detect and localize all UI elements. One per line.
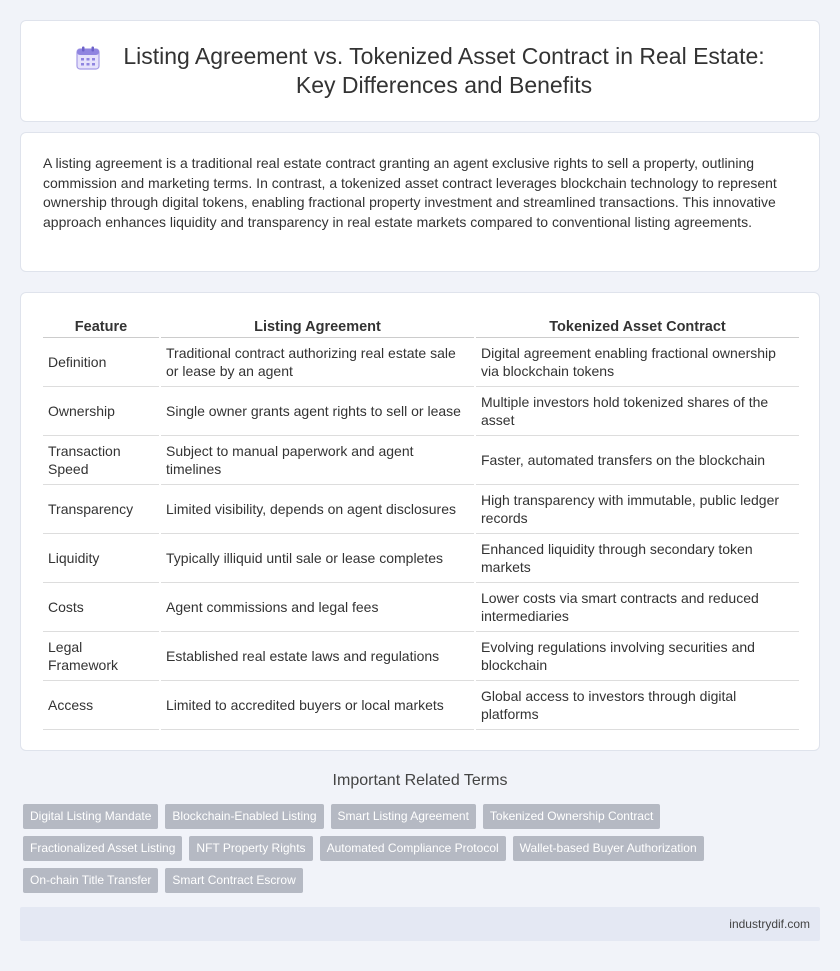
related-term-tag[interactable]: Smart Listing Agreement [331,804,476,829]
comparison-table [41,315,801,730]
tokenized-cell: Global access to investors through digital platforms [476,681,799,730]
related-term-tag[interactable]: Tokenized Ownership Contract [483,804,660,829]
tokenized-cell: High transparency with immutable, public ledger records [476,485,799,534]
tokenized-cell: Digital agreement enabling fractional ownership via blockchain tokens [476,338,799,387]
page-title-line2: Key Differences and Benefits [295,72,593,98]
tag-row [23,836,803,861]
feature-cell: Transaction Speed [43,436,159,485]
tokenized-cell: Evolving regulations involving securities and blockchain [476,632,799,681]
table-row [43,338,799,387]
header-listing-agreement: Listing Agreement [161,315,474,338]
feature-cell: Costs [43,583,159,632]
listing-cell: Established real estate laws and regulations [161,632,474,681]
listing-cell: Limited to accredited buyers or local markets [161,681,474,730]
related-term-tag[interactable]: Blockchain-Enabled Listing [165,804,323,829]
tag-row [23,868,803,893]
related-terms-title: Important Related Terms [332,772,508,789]
related-term-tag[interactable]: On-chain Title Transfer [23,868,158,893]
table-row [43,436,799,485]
table-row [43,632,799,681]
related-term-tag[interactable]: Wallet-based Buyer Authorization [513,836,704,861]
listing-cell: Typically illiquid until sale or lease completes [161,534,474,583]
listing-cell: Traditional contract authorizing real estate sale or lease by an agent [161,338,474,387]
listing-cell: Single owner grants agent rights to sell or lease [161,387,474,436]
comparison-table-card [20,292,820,751]
related-term-tag[interactable]: Automated Compliance Protocol [320,836,506,861]
table-row [43,681,799,730]
tokenized-cell: Lower costs via smart contracts and reduced intermediaries [476,583,799,632]
related-term-tag[interactable]: Digital Listing Mandate [23,804,158,829]
related-term-tag[interactable]: Fractionalized Asset Listing [23,836,182,861]
table-row [43,583,799,632]
footer-site-link[interactable]: industrydif.com [729,917,810,931]
related-term-tag[interactable]: NFT Property Rights [189,836,312,861]
related-terms-tags [23,804,803,900]
page-title-line1: Listing Agreement vs. Tokenized Asset Contract in Real Estate: [123,43,765,69]
header-feature: Feature [43,315,159,338]
table-row [43,387,799,436]
header-card [20,20,820,122]
feature-cell: Liquidity [43,534,159,583]
intro-card [20,132,820,272]
table-row [43,534,799,583]
feature-cell: Access [43,681,159,730]
header-tokenized-asset-contract: Tokenized Asset Contract [476,315,799,338]
tokenized-cell: Multiple investors hold tokenized shares of the asset [476,387,799,436]
related-term-tag[interactable]: Smart Contract Escrow [165,868,302,893]
listing-cell: Limited visibility, depends on agent disclosures [161,485,474,534]
calendar-icon [75,45,101,71]
listing-cell: Subject to manual paperwork and agent timelines [161,436,474,485]
table-row [43,485,799,534]
intro-paragraph: A listing agreement is a traditional real estate contract granting an agent exclusive rights to sell a property, outlining commission and marketing terms. In contrast, a tokenized asset contract leverages blockchain technology to represent ownership through digital tokens, enabling fractional property investment and streamlined transactions. This innovative approach enhances liquidity and transparency in real estate markets compared to conventional listing agreements. [43,155,777,230]
listing-cell: Agent commissions and legal fees [161,583,474,632]
table-header-row [43,315,799,338]
tag-row [23,804,803,829]
footer [20,907,820,941]
feature-cell: Transparency [43,485,159,534]
feature-cell: Legal Framework [43,632,159,681]
page-title [123,42,764,100]
feature-cell: Definition [43,338,159,387]
tokenized-cell: Enhanced liquidity through secondary token markets [476,534,799,583]
tokenized-cell: Faster, automated transfers on the blockchain [476,436,799,485]
feature-cell: Ownership [43,387,159,436]
